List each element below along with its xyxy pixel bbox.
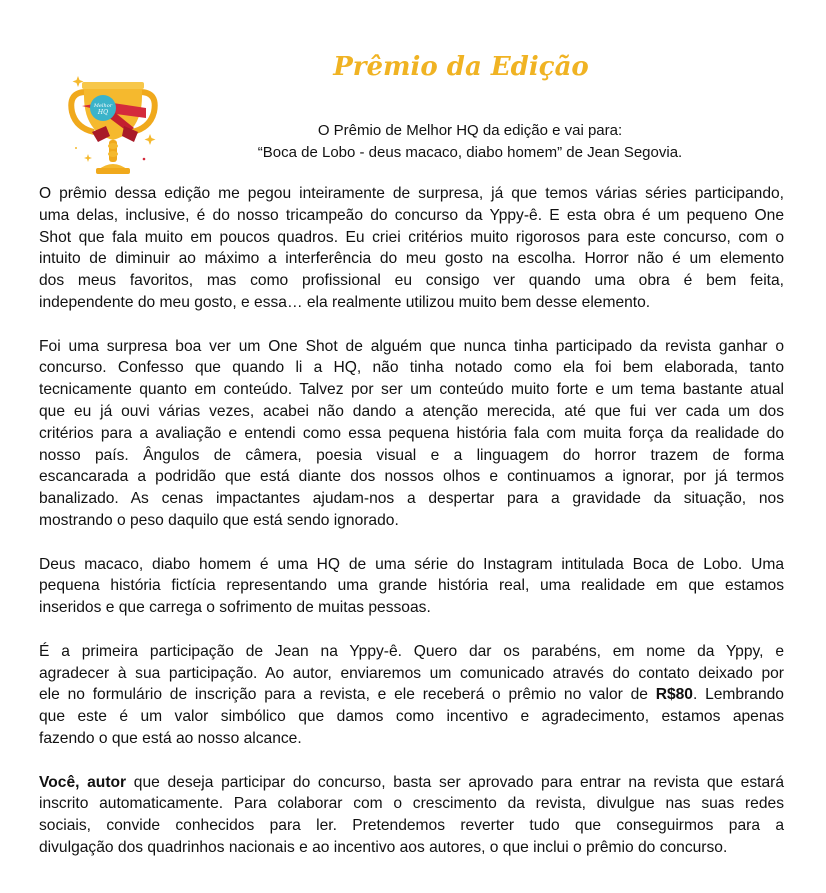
text-line: nosso país. Ângulos de câmera, poesia visual e a linguagem do horror trazem de forma (39, 446, 784, 464)
text-line: Foi uma surpresa boa ver um One Shot de alguém que nunca tinha participado da revista ganhar o (39, 337, 784, 355)
author-callout: Você, autor (39, 773, 127, 791)
text-line: que este é um valor simbólico que damos como incentivo e agradecimento, estamos apenas (39, 708, 784, 726)
text-line: fazendo o que está ao nosso alcance. (39, 729, 302, 747)
text-line: critérios para a avaliação e entendi como essa pequena história fala com muita força da realidade do (39, 424, 784, 442)
page-title: Prêmio da Edição (333, 52, 589, 82)
text-line: inseridos e que carrega o sofrimento de muitas pessoas. (39, 599, 431, 617)
text-segment: ele no formulário de inscrição para a revista, e ele receberá o prêmio no valor de (39, 686, 656, 704)
text-line: O prêmio dessa edição me pegou inteiramente de surpresa, já que temos várias séries participando, (39, 185, 784, 202)
text-line: divulgação dos quadrinhos nacionais e ao incentivo aos autores, o que inclui o prêmio do concurso. (39, 838, 728, 856)
winner-line: “Boca de Lobo - deus macaco, diabo homem” de Jean Segovia. (257, 144, 683, 161)
text-line: Deus macaco, diabo homem é uma HQ de uma série do Instagram intitulada Boca de Lobo. Uma (39, 555, 784, 573)
text-segment: que deseja participar do concurso, basta ser aprovado para entrar na revista que estará (126, 773, 784, 791)
paragraph-3 (39, 554, 784, 619)
text-line: tecnicamente quanto em conteúdo. Talvez por ser um conteúdo muito forte e um tema bastante atual (39, 381, 784, 399)
svg-text:HQ: HQ (97, 109, 109, 116)
text-line (39, 772, 784, 794)
text-line (39, 684, 784, 706)
text-line: banalizado. As cenas impactantes ajudam-nos a despertar para a gravidade da situação, nos (39, 490, 784, 508)
paragraph-2 (39, 336, 784, 532)
text-line: concurso. Confesso que quando li a HQ, não tinha notado como ela foi bem elaborada, tanto (39, 359, 784, 377)
text-line: agradecer à sua participação. Ao autor, enviaremos um comunicado através do contato deixado por (39, 664, 784, 682)
text-line: independente do meu gosto, e essa… ela realmente utilizou muito bem desse elemento. (39, 293, 651, 311)
text-segment: . Lembrando (692, 686, 784, 704)
prize-value: R$80 (655, 686, 693, 704)
announcement-line: O Prêmio de Melhor HQ da edição e vai para: (317, 122, 623, 139)
text-line: escancarada a podridão que está diante dos nossos olhos e continuamos a ignorar, por já termos (39, 468, 784, 486)
text-line: inscrito automaticamente. Para colaborar com o crescimento da revista, divulgue nas suas redes (39, 795, 784, 813)
text-line: que eu já ouvi várias vezes, acabei não dando a atenção merecida, até que fui ver cada um dos (39, 402, 784, 420)
text-line: sociais, convide conhecidos para ler. Pretendemos reverter tudo que conseguirmos para a (39, 817, 784, 835)
text-line: intuito de diminuir ao máximo a interferência do meu gosto na escolha. Horror não é um elemento (39, 250, 784, 268)
paragraph-5 (39, 772, 784, 859)
article-body (39, 183, 784, 881)
text-line: dos meus favoritos, mas como profissional eu consigo ver quando uma obra é bem feita, (39, 272, 784, 290)
text-line: mostrando o peso daquilo que está sendo ignorado. (39, 511, 399, 529)
svg-text:Melhor: Melhor (93, 103, 113, 109)
paragraph-4 (39, 641, 784, 750)
text-line: uma delas, inclusive, é do nosso tricampeão do concurso da Yppy-ê. E esta obra é um pequeno One (39, 206, 784, 224)
paragraph-1 (39, 183, 784, 314)
award-announcement (150, 120, 790, 164)
text-line: pequena história fictícia representando uma grande história real, uma realidade em que estamos (39, 577, 784, 595)
text-line: Shot que fala muito em poucos quadros. Eu criei critérios muito rigorosos para este concurso, com o (39, 228, 784, 246)
text-line: É a primeira participação de Jean na Yppy-ê. Quero dar os parabéns, em nome da Yppy, e (39, 642, 784, 660)
